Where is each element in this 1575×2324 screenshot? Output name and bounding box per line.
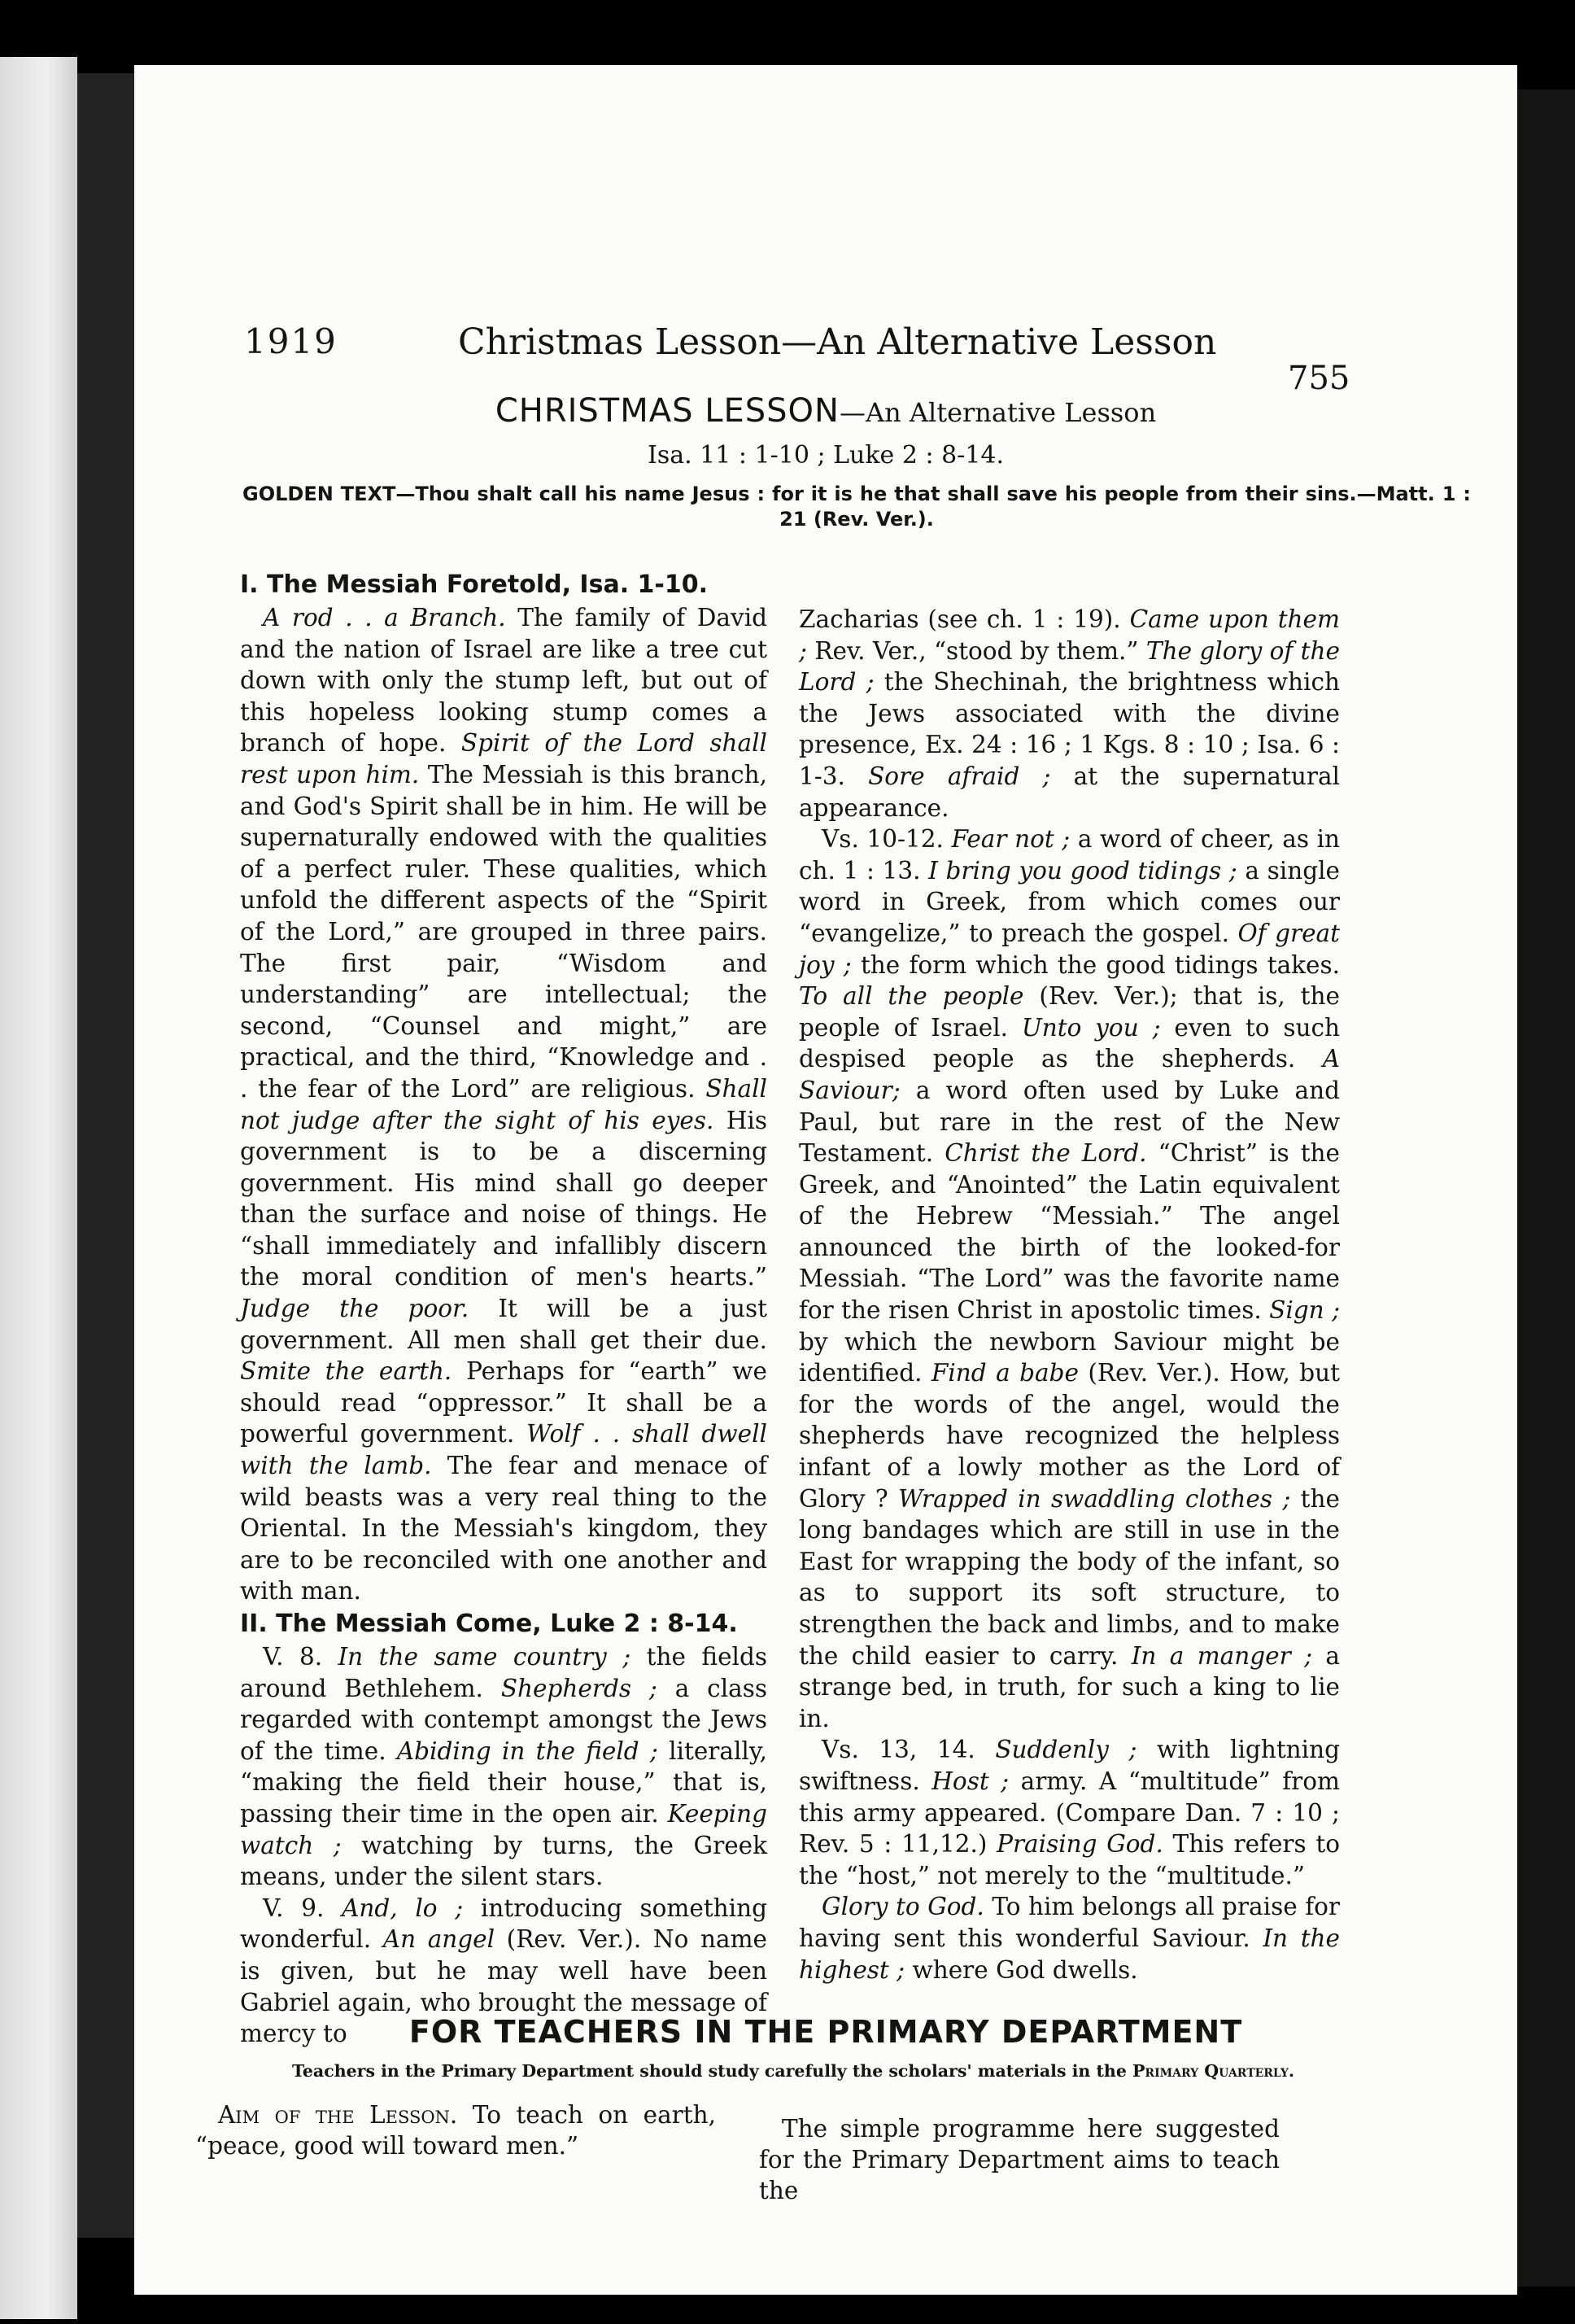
text-run: (Rev. Ver.); that is, the people of Israel. bbox=[799, 982, 1340, 1042]
italic-phrase: Keeping watch ; bbox=[240, 1799, 767, 1859]
aim-of-lesson bbox=[195, 2099, 716, 2161]
programme-paragraph: The simple programme here suggested for the Primary Department aims to teach the bbox=[759, 2115, 1280, 2204]
italic-phrase: Spirit of the Lord shall rest upon him. bbox=[240, 729, 767, 788]
text-run: the long bandages which are still in use in the East for wrapping the body of the infant, so as to support its soft structure, to strengthen the back and limbs, and to make the child easier to carry. bbox=[799, 1484, 1340, 1670]
italic-phrase: In the same country ; bbox=[338, 1643, 631, 1671]
italic-phrase: Shepherds ; bbox=[500, 1674, 657, 1702]
text-run: where God dwells. bbox=[905, 1955, 1138, 1984]
italic-phrase: Christ the Lord. bbox=[945, 1139, 1147, 1168]
text-run: His government is to be a discerning government. His mind shall go deeper than the surface and noise of things. He “shall immediately and infallibly discern the moral condition of men's hearts.” bbox=[240, 1106, 767, 1291]
text-run: army. A “multitude” from this army appeared. (Compare Dan. 7 : 10 ; Rev. 5 : 11,12.) bbox=[799, 1767, 1340, 1859]
text-run: literally, “making the field their house,” that is, passing their time in the open air. bbox=[240, 1736, 767, 1828]
right-column bbox=[799, 604, 1340, 1985]
lesson-title-rest: —An Alternative Lesson bbox=[839, 397, 1157, 428]
italic-phrase: Wolf . . shall dwell with the lamb. bbox=[240, 1420, 767, 1480]
italic-phrase: Unto you ; bbox=[1021, 1013, 1161, 1042]
running-head-year: 1919 bbox=[244, 321, 338, 361]
primary-quarterly-title: Primary Quarterly bbox=[1132, 2061, 1289, 2081]
primary-note-end: . bbox=[1288, 2061, 1295, 2081]
section-heading-2: II. The Messiah Come, Luke 2 : 8-14. bbox=[240, 1610, 738, 1638]
primary-department-note bbox=[187, 2061, 1399, 2081]
paragraph-glory-to-god bbox=[799, 1891, 1340, 1985]
left-column bbox=[240, 568, 767, 2050]
text-run: V. 9. bbox=[263, 1894, 342, 1922]
text-run: Vs. 13, 14. bbox=[822, 1736, 996, 1764]
text-run: even to such despised people as the shepherds. bbox=[799, 1013, 1340, 1073]
text-run: with lightning swiftness. bbox=[799, 1736, 1340, 1795]
text-run: It will be a just government. All men shall get their due. bbox=[240, 1295, 767, 1354]
italic-phrase: A Saviour; bbox=[799, 1045, 1340, 1104]
page-number: 755 bbox=[1288, 360, 1350, 397]
italic-phrase: I bring you good tidings ; bbox=[928, 856, 1237, 885]
text-run: The family of David and the nation of Israel are like a tree cut down with only the stump left, but out of this hopeless looking stump comes a branch of hope. bbox=[240, 604, 768, 758]
italic-phrase: Find a babe bbox=[931, 1359, 1079, 1387]
aim-label: Aim of the Lesson. bbox=[218, 2101, 458, 2129]
text-run: a single word in Greek, from which comes our “evangelize,” to preach the gospel. bbox=[799, 856, 1340, 947]
italic-phrase: Glory to God. bbox=[822, 1893, 984, 1921]
golden-text: GOLDEN TEXT—Thou shalt call his name Jesus : for it is he that shall save his people from their sins.—Matt. 1 : 21 (Rev. Ver.). bbox=[242, 483, 1471, 531]
paragraph-verse-8 bbox=[240, 1641, 767, 1893]
italic-phrase: Smite the earth. bbox=[240, 1357, 452, 1386]
italic-phrase: Sore afraid ; bbox=[868, 762, 1051, 790]
paragraph-verses-13-14 bbox=[799, 1734, 1340, 1891]
italic-phrase: To all the people bbox=[799, 982, 1024, 1011]
text-run: Perhaps for “earth” we should read “oppressor.” It shall be a powerful government. bbox=[240, 1357, 767, 1448]
section-heading-1: I. The Messiah Foretold, Isa. 1-10. bbox=[240, 570, 709, 599]
italic-phrase: Abiding in the field ; bbox=[396, 1736, 658, 1765]
text-run: a word of cheer, as in ch. 1 : 13. bbox=[799, 825, 1341, 885]
italic-phrase: The glory of the Lord ; bbox=[799, 636, 1340, 697]
text-run: The fear and menace of wild beasts was a very real thing to the Oriental. In the Messiah's kingdom, they are to be reconciled with one another and with man. bbox=[240, 1452, 767, 1605]
scripture-references: Isa. 11 : 1-10 ; Luke 2 : 8-14. bbox=[647, 441, 1005, 470]
primary-note-text: Teachers in the Primary Department should study carefully the scholars' materials in the bbox=[291, 2061, 1133, 2081]
text-run: Zacharias (see ch. 1 : 19). bbox=[799, 605, 1130, 633]
text-run: (Rev. Ver.). No name is given, but he may well have been Gabriel again, who brought the message of mercy to bbox=[240, 1925, 768, 2048]
text-run: watching by turns, the Greek means, under the silent stars. bbox=[240, 1831, 768, 1891]
text-run: V. 8. bbox=[263, 1643, 338, 1671]
italic-phrase: In the highest ; bbox=[799, 1924, 1341, 1984]
italic-phrase: Host ; bbox=[931, 1767, 1010, 1795]
text-run: introducing something wonderful. bbox=[240, 1894, 767, 1954]
scan-left-margin bbox=[0, 57, 77, 2319]
paragraph-continued bbox=[799, 604, 1340, 823]
italic-phrase: An angel bbox=[382, 1925, 495, 1954]
lesson-title bbox=[134, 392, 1517, 430]
text-run: To him belongs all praise for having sent this wonderful Saviour. bbox=[799, 1893, 1340, 1952]
italic-phrase: Sign ; bbox=[1269, 1296, 1341, 1325]
text-run: the Shechinah, the brightness which the Jews associated with the divine presence, Ex. 24 : 16 ; 1 Kgs. 8 : 10 ; Isa. 6 : 1-3. bbox=[799, 668, 1340, 790]
text-run: at the supernatural appearance. bbox=[799, 762, 1340, 822]
italic-phrase: Came upon them ; bbox=[799, 605, 1340, 665]
lesson-title-caps: CHRISTMAS LESSON bbox=[495, 392, 840, 430]
italic-phrase: Praising God. bbox=[997, 1830, 1163, 1859]
text-run: a class regarded with contempt amongst the Jews of the time. bbox=[240, 1674, 767, 1765]
italic-phrase: Shall not judge after the sight of his eyes. bbox=[240, 1074, 767, 1134]
text-run: by which the newborn Saviour might be identified. bbox=[799, 1327, 1340, 1387]
text-run: Rev. Ver., “stood by them.” bbox=[806, 636, 1146, 665]
italic-phrase: A rod . . a Branch. bbox=[263, 604, 506, 631]
italic-phrase: And, lo ; bbox=[342, 1894, 464, 1922]
text-run: This refers to the “host,” not merely to the “multitude.” bbox=[799, 1830, 1340, 1889]
text-run: Vs. 10-12. bbox=[822, 825, 952, 854]
italic-phrase: In a manger ; bbox=[1131, 1641, 1313, 1670]
italic-phrase: Suddenly ; bbox=[995, 1736, 1137, 1764]
aim-text: To teach on earth, “peace, good will toward men.” bbox=[195, 2101, 716, 2160]
italic-phrase: Wrapped in swaddling clothes ; bbox=[898, 1484, 1291, 1513]
paragraph-messiah-foretold bbox=[240, 602, 767, 1607]
text-run: the fields around Bethlehem. bbox=[240, 1643, 767, 1702]
italic-phrase: Fear not ; bbox=[951, 825, 1071, 854]
primary-department-heading: FOR TEACHERS IN THE PRIMARY DEPARTMENT bbox=[408, 2014, 1243, 2050]
scan-right-edge bbox=[1517, 90, 1575, 2287]
running-head-title: Christmas Lesson—An Alternative Lesson bbox=[458, 321, 1217, 363]
text-run: The Messiah is this branch, and God's Spirit shall be in him. He will be supernaturally endowed with the qualities of a perfect ruler. These qualities, which unfold the different aspects of the “Spirit of the Lord,” are grouped in three pairs. The first pair, “Wisdom and understanding” are intellectual; the second, “Counsel and might,” are practical, and the third, “Knowledge and . . the fear of the Lord” are religious. bbox=[240, 760, 767, 1103]
text-run: the form which the good tidings takes. bbox=[851, 950, 1341, 979]
text-run: a word often used by Luke and Paul, but rare in the rest of the New Testament. bbox=[799, 1076, 1340, 1168]
book-spine bbox=[77, 73, 134, 2238]
text-run: “Christ” is the Greek, and “Anointed” the Latin equivalent of the Hebrew “Messiah.” The angel announced the birth of the looked-for Messiah. “The Lord” was the favorite name for the risen Christ in apostolic times. bbox=[799, 1139, 1341, 1325]
paragraph-verses-10-12 bbox=[799, 823, 1340, 1734]
italic-phrase: Of great joy ; bbox=[799, 919, 1340, 979]
text-run: a strange bed, in truth, for such a king to lie in. bbox=[799, 1641, 1340, 1732]
book-page bbox=[134, 65, 1517, 2295]
text-run: (Rev. Ver.). How, but for the words of the angel, would the shepherds have recognized the helpless infant of a lowly mother as the Lord of Glory ? bbox=[799, 1359, 1340, 1513]
italic-phrase: Judge the poor. bbox=[240, 1295, 469, 1323]
